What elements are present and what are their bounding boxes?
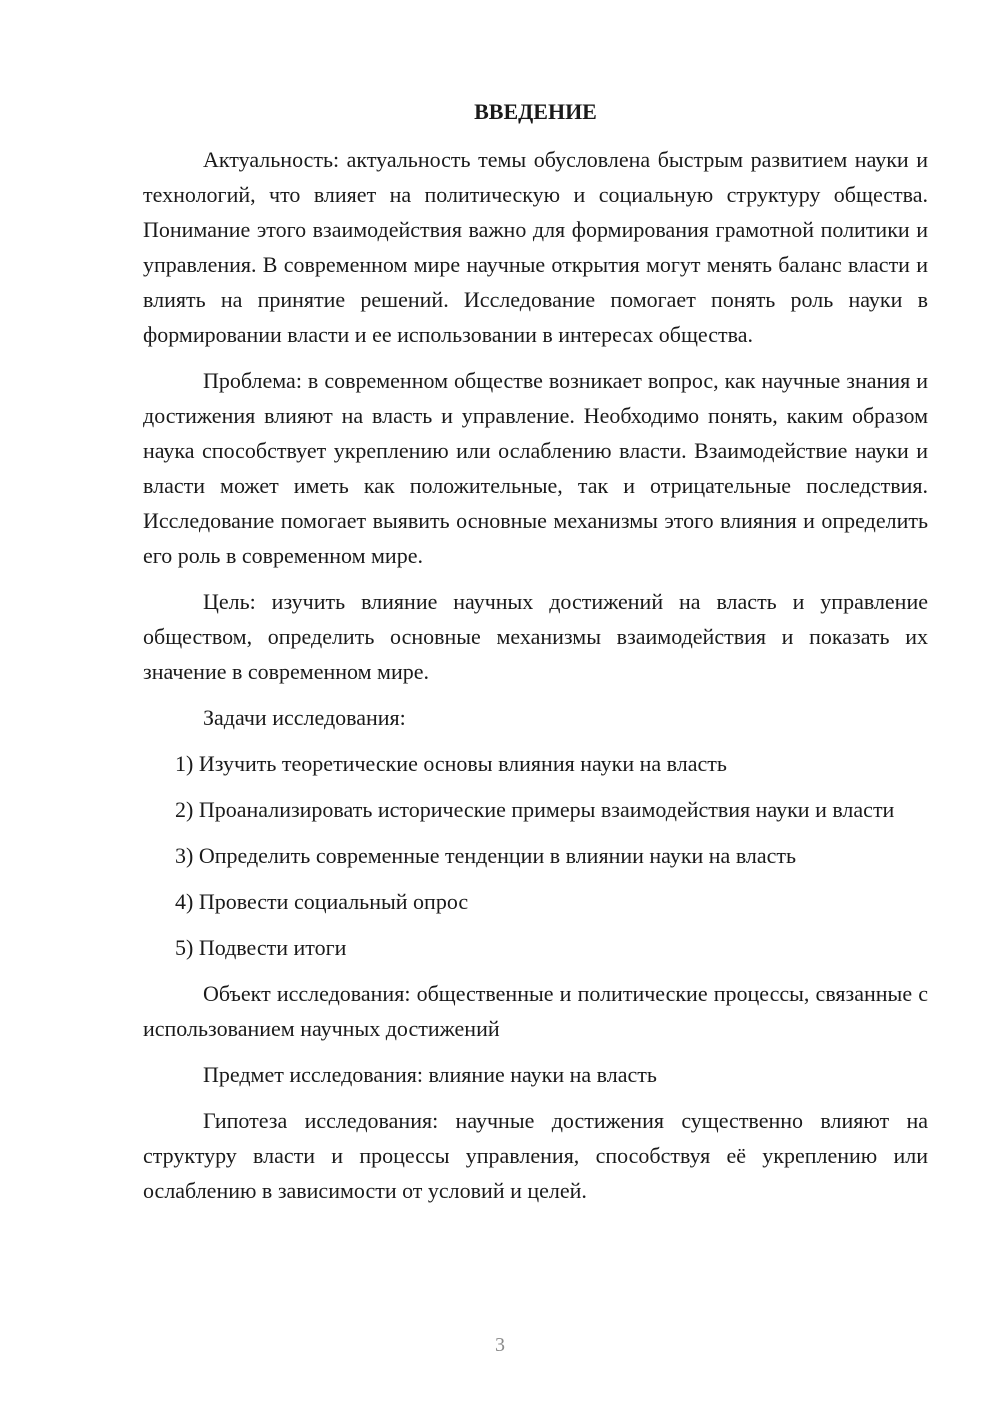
task-item: 3) Определить современные тенденции в влиянии науки на власть: [175, 843, 797, 868]
paragraph-relevance: Актуальность: актуальность темы обусловлена быстрым развитием науки и технологий, что влияет на политическую и социальную структуру общества. Понимание этого взаимодействия важно для формирования грамотной политики и управления. В современном мире научные открытия могут менять баланс власти и влиять на принятие решений. Исследование помогает понять роль науки в формировании власти и ее использовании в интересах общества.: [143, 147, 928, 347]
page-number: 3: [495, 1334, 505, 1356]
task-item: 1) Изучить теоретические основы влияния науки на власть: [175, 751, 727, 776]
paragraph-goal: Цель: изучить влияние научных достижений на власть и управление обществом, определить основные механизмы взаимодействия и показать их значение в современном мире.: [143, 589, 928, 684]
paragraph-object: Объект исследования: общественные и политические процессы, связанные с использованием научных достижений: [143, 981, 928, 1041]
task-item: 4) Провести социальный опрос: [175, 889, 469, 914]
paragraph-problem: Проблема: в современном обществе возникает вопрос, как научные знания и достижения влияют на власть и управление. Необходимо понять, каким образом наука способствует укреплению или ослаблению власти. Взаимодействие науки и власти может иметь как положительные, так и отрицательные последствия. Исследование помогает выявить основные механизмы этого влияния и определить его роль в современном мире.: [143, 368, 928, 568]
task-item: 5) Подвести итоги: [175, 935, 347, 960]
section-title: ВВЕДЕНИЕ: [474, 99, 597, 124]
paragraph-subject: Предмет исследования: влияние науки на власть: [203, 1062, 657, 1087]
paragraph-tasks-heading: Задачи исследования:: [203, 705, 406, 730]
paragraph-hypothesis: Гипотеза исследования: научные достижения существенно влияют на структуру власти и процессы управления, способствуя её укреплению или ослаблению в зависимости от условий и целей.: [143, 1108, 928, 1203]
task-item: 2) Проанализировать исторические примеры взаимодействия науки и власти: [175, 797, 895, 822]
document-page: [143, 96, 928, 1208]
